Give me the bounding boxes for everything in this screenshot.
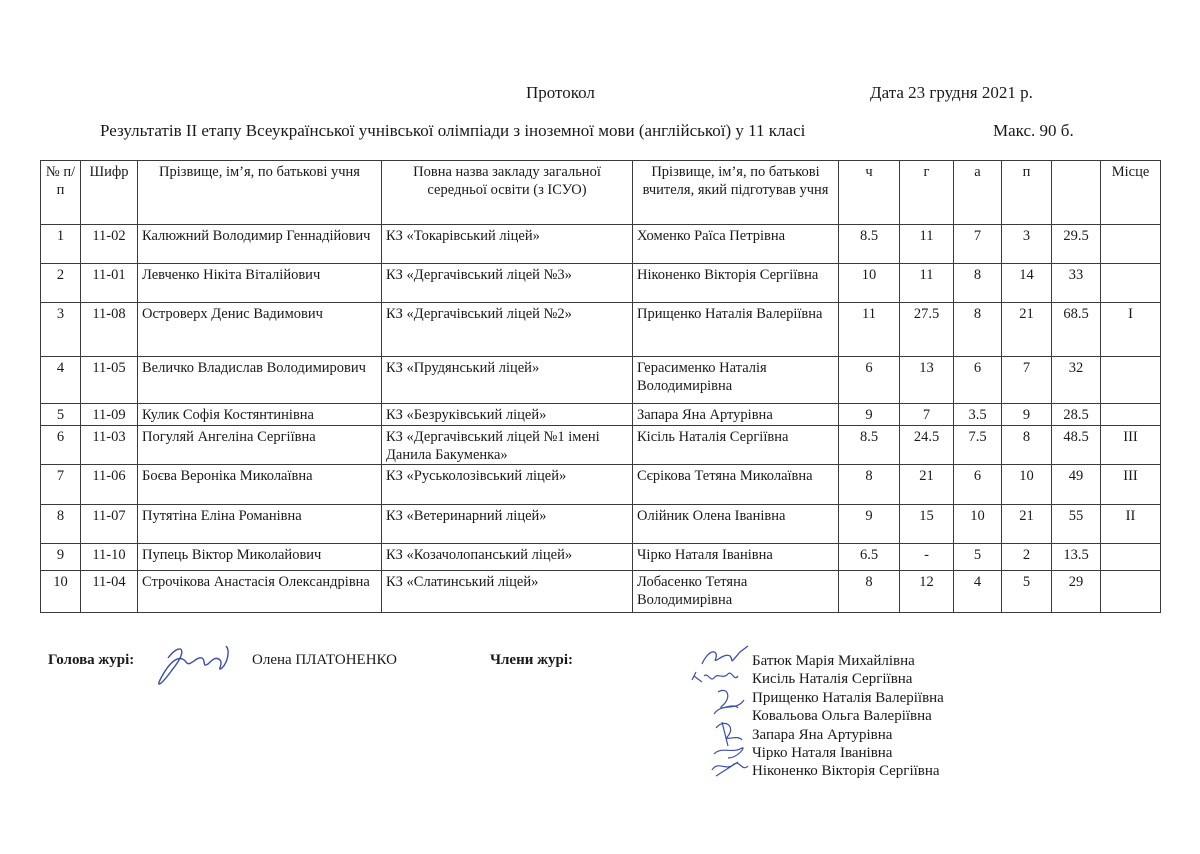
- row-score-ch: 6: [839, 357, 900, 404]
- row-total: 28.5: [1052, 404, 1101, 426]
- member-name: Кисіль Наталія Сергіївна: [752, 671, 913, 688]
- row-place: [1101, 404, 1161, 426]
- row-code: 11-09: [81, 404, 138, 426]
- row-score-ch: 8.5: [839, 225, 900, 264]
- row-teacher: Герасименко Наталія Володимирівна: [633, 357, 839, 404]
- col-header-teacher: Прізвище, ім’я, по батькові вчителя, який підготував учня: [633, 161, 839, 225]
- row-place: [1101, 357, 1161, 404]
- row-score-a: 7: [954, 225, 1002, 264]
- col-header-total: [1052, 161, 1101, 225]
- table-row: [41, 264, 1161, 303]
- row-score-h: 11: [900, 225, 954, 264]
- table-row: [41, 225, 1161, 264]
- row-score-a: 4: [954, 571, 1002, 613]
- table-row: [41, 465, 1161, 505]
- row-place: ІІ: [1101, 505, 1161, 544]
- row-student: Левченко Нікіта Віталійович: [138, 264, 382, 303]
- table-row: [41, 404, 1161, 426]
- row-school: КЗ «Руськолозівський ліцей»: [382, 465, 633, 505]
- row-school: КЗ «Козачолопанський ліцей»: [382, 544, 633, 571]
- row-score-ch: 8: [839, 465, 900, 505]
- document-subtitle: Результатів ІІ етапу Всеукраїнської учнівської олімпіади з іноземної мови (англійської) у 11 класі: [100, 121, 806, 140]
- row-teacher: Ніконенко Вікторія Сергіївна: [633, 264, 839, 303]
- row-score-a: 8: [954, 264, 1002, 303]
- row-num: 9: [41, 544, 81, 571]
- row-school: КЗ «Слатинський ліцей»: [382, 571, 633, 613]
- row-score-a: 8: [954, 303, 1002, 357]
- col-header-school: Повна назва закладу загальної середньої освіти (з ІСУО): [382, 161, 633, 225]
- row-score-p: 10: [1002, 465, 1052, 505]
- row-score-h: 7: [900, 404, 954, 426]
- row-num: 6: [41, 426, 81, 465]
- member-name: Запара Яна Артурівна: [752, 726, 893, 743]
- row-score-p: 2: [1002, 544, 1052, 571]
- row-school: КЗ «Токарівський ліцей»: [382, 225, 633, 264]
- row-num: 5: [41, 404, 81, 426]
- row-teacher: Кісіль Наталія Сергіївна: [633, 426, 839, 465]
- row-school: КЗ «Дергачівський ліцей №3»: [382, 264, 633, 303]
- row-num: 7: [41, 465, 81, 505]
- row-num: 8: [41, 505, 81, 544]
- member-name: Батюк Марія Михайлівна: [752, 653, 915, 669]
- row-total: 55: [1052, 505, 1101, 544]
- col-header-num: № п/п: [41, 161, 81, 225]
- row-score-h: 24.5: [900, 426, 954, 465]
- row-place: ІІІ: [1101, 465, 1161, 505]
- chair-name: Олена ПЛАТОНЕНКО: [252, 652, 398, 668]
- row-school: КЗ «Безруківський ліцей»: [382, 404, 633, 426]
- row-score-ch: 8.5: [839, 426, 900, 465]
- row-num: 1: [41, 225, 81, 264]
- row-school: КЗ «Дергачівський ліцей №2»: [382, 303, 633, 357]
- table-row: [41, 426, 1161, 465]
- row-student: Величко Владислав Володимирович: [138, 357, 382, 404]
- row-score-p: 7: [1002, 357, 1052, 404]
- row-school: КЗ «Прудянський ліцей»: [382, 357, 633, 404]
- members-list: [752, 652, 944, 781]
- row-student: Путятіна Еліна Романівна: [138, 505, 382, 544]
- row-score-h: 11: [900, 264, 954, 303]
- row-school: КЗ «Ветеринарний ліцей»: [382, 505, 633, 544]
- row-code: 11-01: [81, 264, 138, 303]
- row-score-a: 3.5: [954, 404, 1002, 426]
- row-student: Островерх Денис Вадимович: [138, 303, 382, 357]
- row-score-a: 6: [954, 465, 1002, 505]
- col-header-place: Місце: [1101, 161, 1161, 225]
- member-name: Чірко Наталя Іванівна: [752, 745, 893, 762]
- row-total: 48.5: [1052, 426, 1101, 465]
- row-code: 11-02: [81, 225, 138, 264]
- row-teacher: Лобасенко Тетяна Володимирівна: [633, 571, 839, 613]
- row-place: [1101, 544, 1161, 571]
- row-score-ch: 9: [839, 404, 900, 426]
- table-row: [41, 505, 1161, 544]
- row-score-p: 3: [1002, 225, 1052, 264]
- results-table: [40, 160, 1161, 613]
- row-total: 32: [1052, 357, 1101, 404]
- row-place: [1101, 571, 1161, 613]
- row-score-h: 27.5: [900, 303, 954, 357]
- row-place: [1101, 264, 1161, 303]
- row-score-h: 13: [900, 357, 954, 404]
- row-school: КЗ «Дергачівський ліцей №1 імені Данила Бакуменка»: [382, 426, 633, 465]
- row-code: 11-10: [81, 544, 138, 571]
- col-header-h: г: [900, 161, 954, 225]
- row-num: 3: [41, 303, 81, 357]
- row-score-p: 14: [1002, 264, 1052, 303]
- chair-label: Голова журі:: [48, 652, 135, 668]
- table-row: [41, 571, 1161, 613]
- row-score-h: 21: [900, 465, 954, 505]
- row-score-p: 9: [1002, 404, 1052, 426]
- row-total: 29: [1052, 571, 1101, 613]
- row-score-p: 21: [1002, 505, 1052, 544]
- row-student: Калюжний Володимир Геннадійович: [138, 225, 382, 264]
- row-total: 13.5: [1052, 544, 1101, 571]
- row-score-ch: 6.5: [839, 544, 900, 571]
- row-teacher: Олійник Олена Іванівна: [633, 505, 839, 544]
- row-score-a: 7.5: [954, 426, 1002, 465]
- row-place: [1101, 225, 1161, 264]
- table-header-row: [41, 161, 1161, 225]
- row-student: Боєва Вероніка Миколаївна: [138, 465, 382, 505]
- row-num: 4: [41, 357, 81, 404]
- row-num: 2: [41, 264, 81, 303]
- row-score-p: 5: [1002, 571, 1052, 613]
- row-code: 11-03: [81, 426, 138, 465]
- row-score-ch: 10: [839, 264, 900, 303]
- row-score-ch: 8: [839, 571, 900, 613]
- table-row: [41, 357, 1161, 404]
- row-score-p: 21: [1002, 303, 1052, 357]
- row-teacher: Прищенко Наталія Валеріївна: [633, 303, 839, 357]
- col-header-a: а: [954, 161, 1002, 225]
- row-num: 10: [41, 571, 81, 613]
- member-name: Ковальова Ольга Валеріївна: [752, 708, 932, 725]
- row-score-a: 5: [954, 544, 1002, 571]
- row-score-a: 6: [954, 357, 1002, 404]
- row-score-h: 12: [900, 571, 954, 613]
- row-student: Строчікова Анастасія Олександрівна: [138, 571, 382, 613]
- protocol-date: Дата 23 грудня 2021 р.: [870, 83, 1033, 102]
- row-score-a: 10: [954, 505, 1002, 544]
- row-score-ch: 9: [839, 505, 900, 544]
- row-teacher: Чірко Наталя Іванівна: [633, 544, 839, 571]
- max-points: Макс. 90 б.: [993, 121, 1074, 140]
- chair-signature: [150, 640, 240, 690]
- row-place: І: [1101, 303, 1161, 357]
- row-student: Пупець Віктор Миколайович: [138, 544, 382, 571]
- members-label: Члени журі:: [490, 652, 573, 668]
- row-teacher: Запара Яна Артурівна: [633, 404, 839, 426]
- document-title: Протокол: [526, 83, 595, 102]
- row-total: 68.5: [1052, 303, 1101, 357]
- row-code: 11-07: [81, 505, 138, 544]
- row-code: 11-04: [81, 571, 138, 613]
- row-student: Кулик Софія Костянтинівна: [138, 404, 382, 426]
- col-header-p: п: [1002, 161, 1052, 225]
- col-header-ch: ч: [839, 161, 900, 225]
- row-student: Погуляй Ангеліна Сергіївна: [138, 426, 382, 465]
- row-code: 11-05: [81, 357, 138, 404]
- row-score-p: 8: [1002, 426, 1052, 465]
- members-signatures: [688, 642, 758, 782]
- row-score-h: -: [900, 544, 954, 571]
- col-header-student: Прізвище, ім’я, по батькові учня: [138, 161, 382, 225]
- row-total: 33: [1052, 264, 1101, 303]
- row-code: 11-08: [81, 303, 138, 357]
- row-teacher: Сєрікова Тетяна Миколаївна: [633, 465, 839, 505]
- table-row: [41, 303, 1161, 357]
- row-place: ІІІ: [1101, 426, 1161, 465]
- row-teacher: Хоменко Раїса Петрівна: [633, 225, 839, 264]
- member-name: Прищенко Наталія Валеріївна: [752, 689, 944, 706]
- row-code: 11-06: [81, 465, 138, 505]
- row-score-h: 15: [900, 505, 954, 544]
- table-row: [41, 544, 1161, 571]
- col-header-code: Шифр: [81, 161, 138, 225]
- row-score-ch: 11: [839, 303, 900, 357]
- row-total: 29.5: [1052, 225, 1101, 264]
- row-total: 49: [1052, 465, 1101, 505]
- member-name: Ніконенко Вікторія Сергіївна: [752, 763, 940, 780]
